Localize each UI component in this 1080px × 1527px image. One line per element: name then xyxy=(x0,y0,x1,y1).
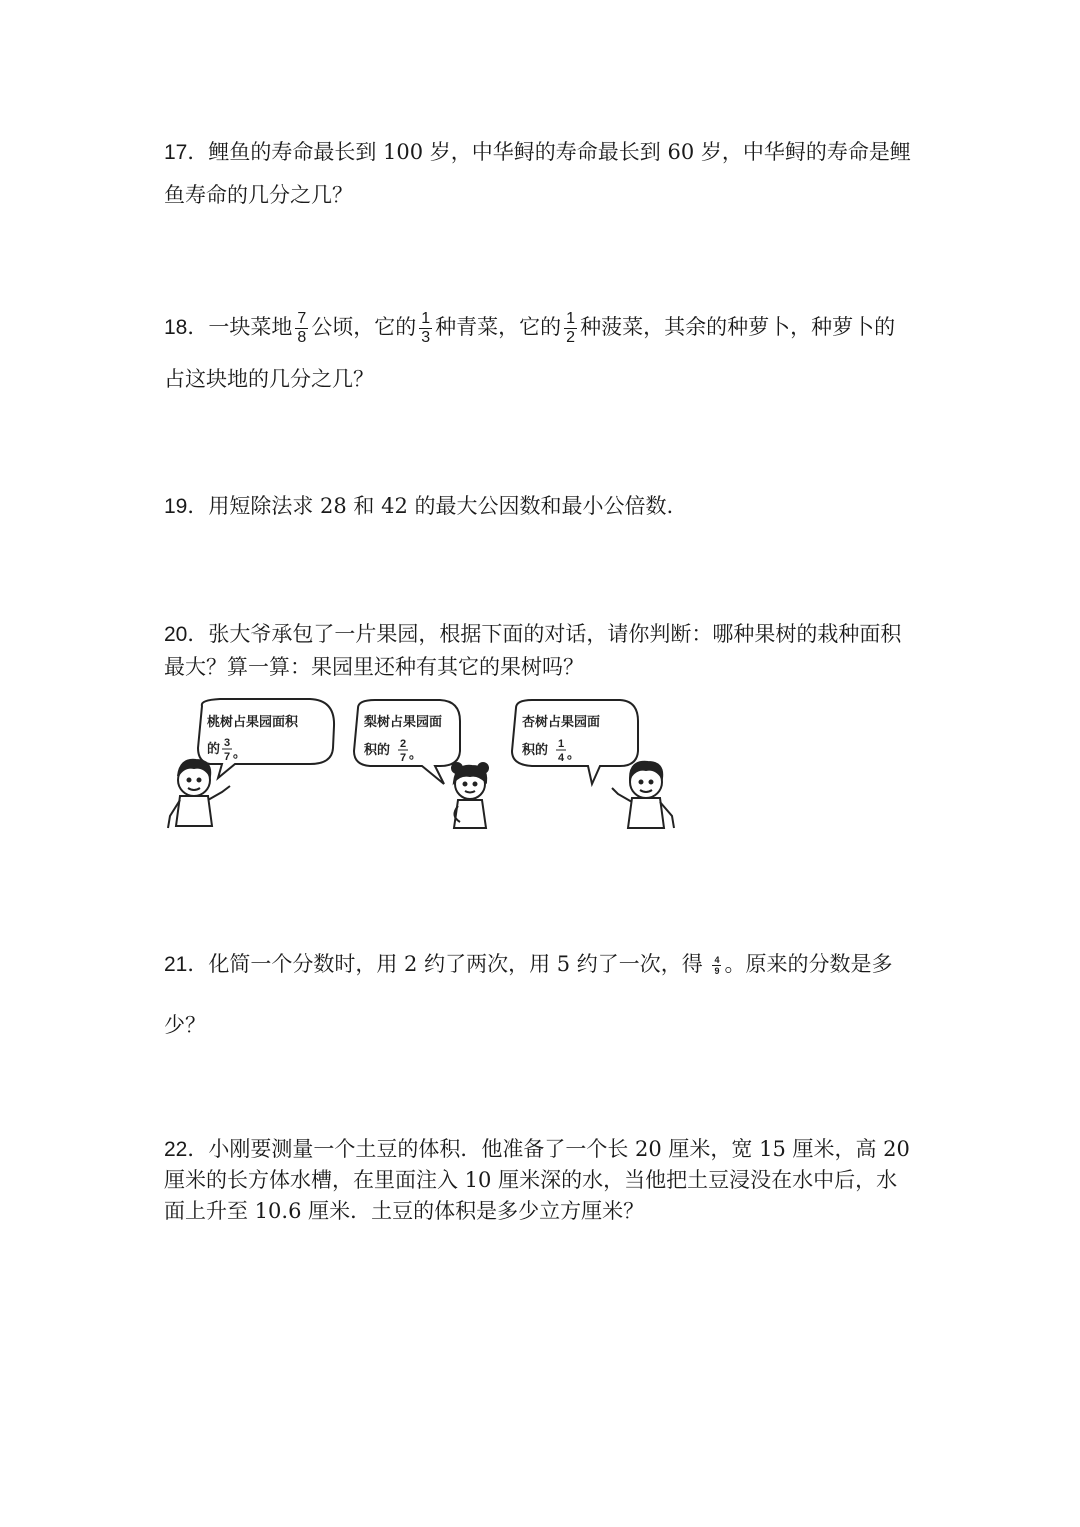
question-18-line-2: 占这块地的几分之几？ xyxy=(164,367,374,391)
question-text: 公顷，它的 xyxy=(311,315,417,339)
question-22-line-2: 厘米的长方体水槽，在里面注入 10 厘米深的水，当他把土豆浸没在水中后，水 xyxy=(164,1168,898,1192)
question-22 xyxy=(164,1134,924,1227)
bubble-3-prefix: 积的 xyxy=(522,743,549,758)
bubble-3-numerator: 1 xyxy=(558,738,565,750)
question-17-line-1 xyxy=(164,136,924,169)
bubble-2-prefix: 积的 xyxy=(364,743,391,758)
question-20 xyxy=(164,618,924,683)
fraction xyxy=(295,310,308,347)
numerator: 7 xyxy=(297,310,307,327)
question-number: 22． xyxy=(164,1138,209,1161)
question-text: 化简一个分数时，用 2 约了两次，用 5 约了一次，得 xyxy=(208,952,703,976)
boy-figure-right xyxy=(612,762,674,828)
question-text: 种菠菜，其余的种萝卜，种萝卜的 xyxy=(580,315,896,339)
girl-figure-middle xyxy=(452,763,488,828)
question-text: 鲤鱼的寿命最长到 100 岁，中华鲟的寿命最长到 60 岁，中华鲟的寿命是鲤 xyxy=(208,140,911,164)
question-18 xyxy=(164,310,924,395)
bubble-1-numerator: 3 xyxy=(224,737,231,749)
question-text: 一块菜地 xyxy=(208,315,293,339)
question-number: 19． xyxy=(164,495,209,518)
question-21-line-1 xyxy=(164,948,924,981)
bubble-1-suffix: 。 xyxy=(233,746,247,761)
question-21-line-2: 少？ xyxy=(164,1013,206,1037)
numerator: 4 xyxy=(714,955,720,965)
denominator: 9 xyxy=(714,966,720,976)
question-20-line-2: 最大？算一算：果园里还种有其它的果树吗？ xyxy=(164,655,584,679)
question-text: 。原来的分数是多 xyxy=(724,952,893,976)
question-text: 小刚要测量一个土豆的体积．他准备了一个长 20 厘米，宽 15 厘米，高 20 xyxy=(208,1137,910,1161)
question-number: 17． xyxy=(164,141,209,164)
dialogue-illustration xyxy=(160,696,690,836)
question-number: 21． xyxy=(164,953,209,976)
question-20-line-1 xyxy=(164,618,924,651)
fraction xyxy=(419,310,432,347)
numerator: 1 xyxy=(566,310,576,327)
speech-bubble-1 xyxy=(198,699,334,778)
question-number: 18． xyxy=(164,316,209,339)
denominator: 8 xyxy=(297,329,307,346)
numerator: 1 xyxy=(421,310,431,327)
question-19 xyxy=(164,490,924,523)
question-18-line-1 xyxy=(164,310,924,347)
question-text: 用短除法求 28 和 42 的最大公因数和最小公倍数. xyxy=(208,494,674,518)
question-21 xyxy=(164,948,924,1041)
question-text: 种青菜，它的 xyxy=(435,315,562,339)
bubble-2-numerator: 2 xyxy=(400,738,407,750)
question-17 xyxy=(164,136,924,211)
bubble-2-denominator: 7 xyxy=(400,752,407,764)
denominator: 2 xyxy=(566,329,576,346)
bubble-1-denominator: 7 xyxy=(224,751,231,763)
question-17-line-2: 鱼寿命的几分之几？ xyxy=(164,183,353,207)
bubble-3-denominator: 4 xyxy=(558,752,565,764)
denominator: 3 xyxy=(421,329,431,346)
question-text: 张大爷承包了一片果园，根据下面的对话，请你判断：哪种果树的栽种面积 xyxy=(208,622,902,646)
bubble-1-prefix: 的 xyxy=(207,742,221,757)
question-22-line-1 xyxy=(164,1134,924,1165)
speech-bubble-3 xyxy=(512,700,638,784)
fraction xyxy=(712,955,721,976)
question-22-line-3: 面上升至 10.6 厘米．土豆的体积是多少立方厘米？ xyxy=(164,1199,645,1223)
bubble-3-line-1: 杏树占果园面 xyxy=(522,715,601,730)
bubble-2-line-1: 梨树占果园面 xyxy=(364,715,443,730)
speech-bubble-2 xyxy=(354,700,460,784)
bubble-2-suffix: 。 xyxy=(409,747,423,762)
fraction xyxy=(564,310,577,347)
bubble-3-suffix: 。 xyxy=(567,747,581,762)
bubble-1-line-1: 桃树占果园面积 xyxy=(207,715,299,730)
question-number: 20． xyxy=(164,623,209,646)
